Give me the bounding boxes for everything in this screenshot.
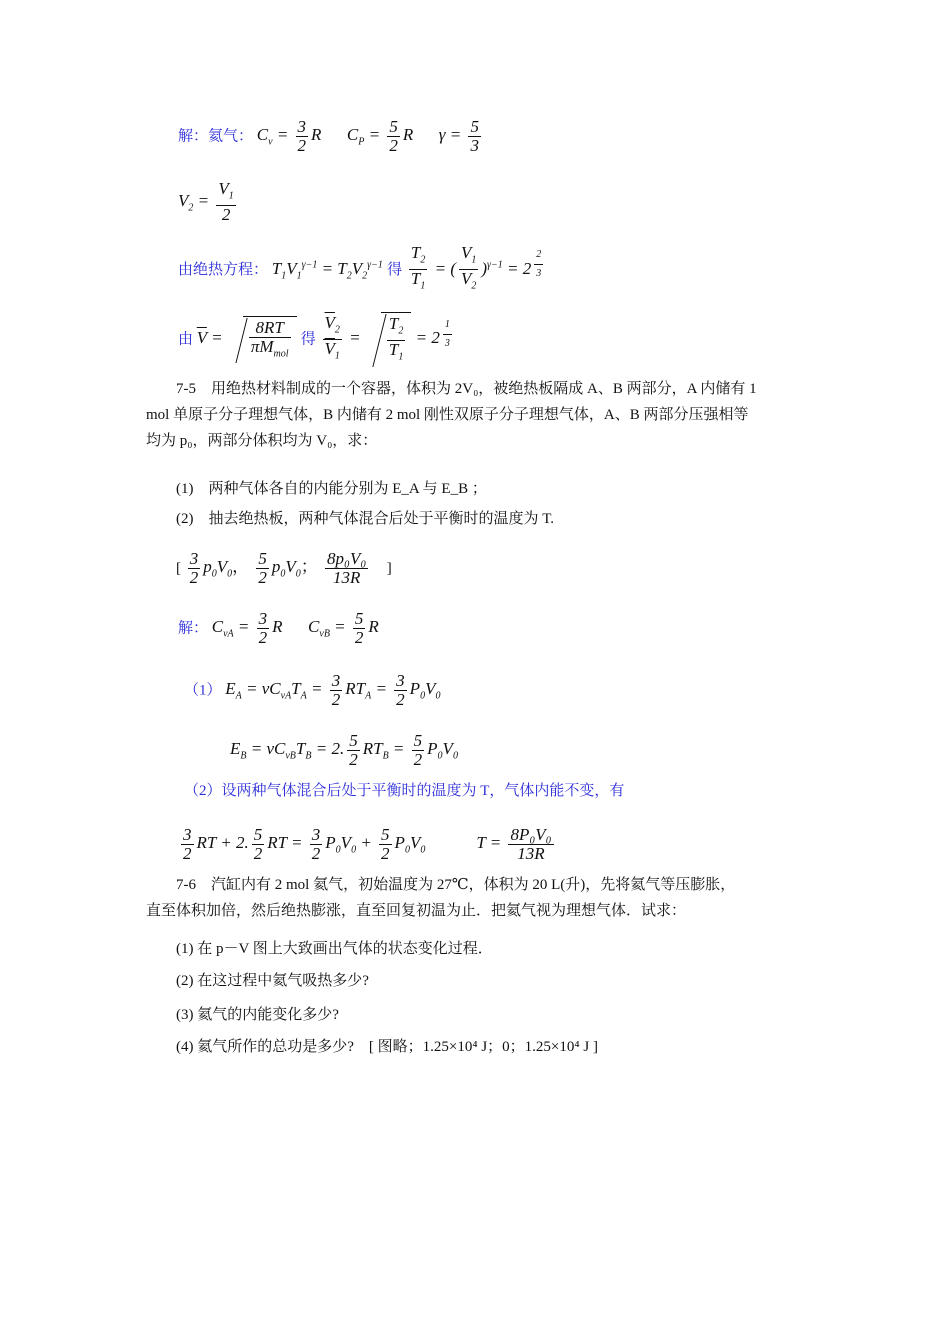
sol1-line <box>178 118 484 155</box>
answer-open-bracket: [ <box>176 560 181 577</box>
p76-q4: (4) 氦气所作的总功是多少? [ 图略；1.25×10⁴ J；0；1.25×10⁴ J ] <box>176 1039 598 1055</box>
adiabatic-de: 得 <box>387 261 403 278</box>
p76-q1: (1) 在 p－V 图上大致画出气体的状态变化过程． <box>176 941 493 957</box>
vavg-formula: $\overline{V}$ = $\frac{8RT}{\pi M_{mol}}$ <box>197 328 301 347</box>
adiabatic-line <box>178 244 546 296</box>
p75-line3: 均为 p₀，两部分体积均为 V₀，求： <box>146 433 378 449</box>
p76-q2: (2) 在这过程中氦气吸热多少? <box>176 973 369 989</box>
ans3-den: 13R <box>332 568 361 587</box>
part1-label: （1） <box>184 682 222 699</box>
p76-line1: 7-6 汽缸内有 2 mol 氦气，初始温度为 27℃，体积为 20 L(升)，先将氦气等压膨胀， <box>176 877 736 893</box>
ans-sep-1: ， <box>232 557 250 577</box>
sol2-cv: $C_{vA}$ = $\frac{3}{2}$ R $C_{vB}$ = $\frac{5}{2}$ R <box>211 609 379 647</box>
eb-formula: $E_B = \nu C_{vB}T_B = 2$. $\frac{5}{2}$ $RT_B$ = $\frac{5}{2}$ $P_0V_0$ <box>230 731 458 769</box>
v2-line <box>178 180 239 224</box>
vavg-line <box>178 312 455 367</box>
p76-q3: (3) 氦气的内能变化多少? <box>176 1007 339 1023</box>
sol1-label: 解：氦气： <box>178 128 254 145</box>
mix-formula: $\frac{3}{2}$ RT + 2. $\frac{5}{2}$ RT = $\frac{3}{2}$ $P_0V_0$ + $\frac{5}{2}$ $P_0V_0$ T = $\frac{\text{8P₀V₀}}{13R}$ <box>183 825 552 863</box>
problem-7-6-text <box>146 872 811 924</box>
p75-answer <box>176 550 392 587</box>
answer-values: $\frac{3}{2}$ $p_0V_0$， $\frac{5}{2}$ $p_0V_0$； $\frac{\text{8p₀V₀}}{13R}$ <box>189 549 367 587</box>
eb-line <box>230 732 458 769</box>
p75-q2: (2) 抽去绝热板，两种气体混合后处于平衡时的温度为 T. <box>176 511 555 527</box>
mix-t-den: 13R <box>517 844 545 863</box>
cv-formula: $C_v$ = $\frac{3}{2}$ R $C_P$ = $\frac{5}{2}$ R γ = $\frac{5}{3}$ <box>256 117 479 155</box>
sol2-part2-label: （2）设两种气体混合后处于平衡时的温度为 T，气体内能不变，有 <box>184 783 625 799</box>
sol2-label: 解： <box>178 620 209 637</box>
adiabatic-formula: $T_1V_1^{\gamma-1} = T_2V_2^{\gamma-1}$ <box>271 258 383 282</box>
vavg-ratio: $\frac{\overline{V}_2}{\overline{V}_1}$ = $\frac{T_2}{T_1}$ = 2 $^{\frac{1}{3}}$ <box>320 328 455 347</box>
vavg-de: 得 <box>300 331 316 348</box>
vavg-label: 由 <box>178 331 194 348</box>
problem-7-5-text <box>146 376 811 454</box>
p76-line2: 直至体积加倍，然后绝热膨涨，直至回复初温为止．把氦气视为理想气体．试求： <box>146 903 687 919</box>
sol2-part1 <box>184 672 440 709</box>
answer-close-bracket: ] <box>386 560 392 577</box>
p75-line2: mol 单原子分子理想气体，B 内储有 2 mol 刚性双原子分子理想气体，A、B 两部分压强相等 <box>146 407 749 423</box>
ans-sep-2: ； <box>300 557 318 577</box>
p75-line1: 7-5 用绝热材料制成的一个容器，体积为 2V₀，被绝热板隔成 A、B 两部分，A 内储有 1 <box>176 381 757 397</box>
mix-line <box>178 826 557 863</box>
mix-t-num: 8P₀V₀ <box>510 825 552 844</box>
v2-formula: $V_2$ = $\frac{V_1}{2}$ <box>178 179 234 225</box>
p75-q1: (1) 两种气体各自的内能分别为 E_A 与 E_B ； <box>176 481 487 497</box>
ans3-num: 8p₀V₀ <box>327 549 367 568</box>
ea-formula: $E_A = \nu C_{vA}T_A$ = $\frac{3}{2}$ $RT_A$ = $\frac{3}{2}$ $P_0V_0$ <box>225 671 441 709</box>
adiabatic-label: 由绝热方程： <box>178 261 269 278</box>
sol2-line <box>178 610 379 647</box>
adiabatic-ratio: $\frac{T_2}{T_1}$ = ( $\frac{V_1}{V_2}$ )$^{\gamma-1}$ = 2 $^{\frac{2}{3}}$ <box>410 243 542 292</box>
